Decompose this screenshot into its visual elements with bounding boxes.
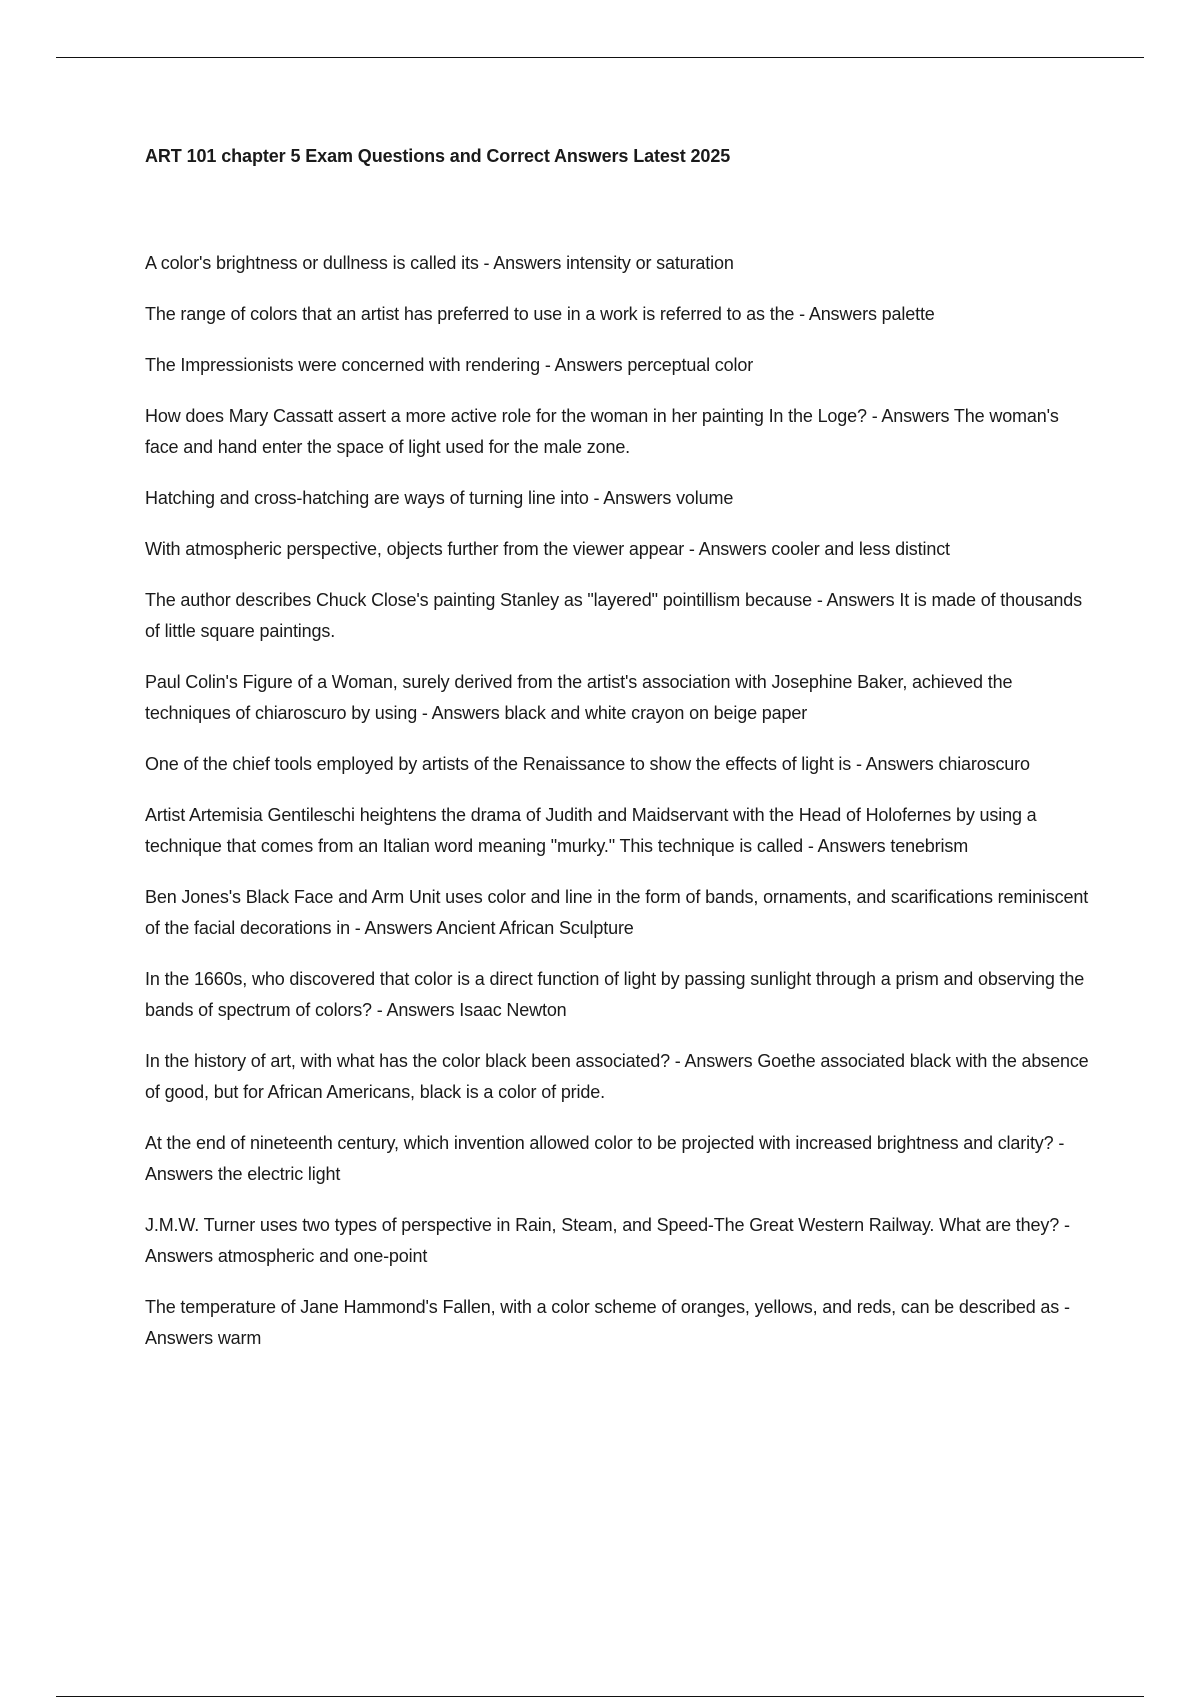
qa-item-6: With atmospheric perspective, objects further from the viewer appear - Answers cooler and less distinct (145, 539, 950, 559)
qa-item-1: A color's brightness or dullness is called its - Answers intensity or saturation (145, 253, 734, 273)
qa-item-11: Ben Jones's Black Face and Arm Unit uses color and line in the form of bands, ornaments, and scarifications reminiscent of the facial decorations in - Answers Ancient African Sculpture (145, 887, 1089, 938)
qa-item-14: At the end of nineteenth century, which invention allowed color to be projected with increased brightness and clarity? - Answers the electric light (145, 1133, 1065, 1184)
qa-item-3: The Impressionists were concerned with rendering - Answers perceptual color (145, 355, 754, 375)
bottom-divider (56, 1696, 1144, 1697)
qa-item-10: Artist Artemisia Gentileschi heightens the drama of Judith and Maidservant with the Head of Holofernes by using a technique that comes from an Italian word meaning "murky." This technique is called - Answers tenebrism (145, 805, 1037, 856)
qa-item-12: In the 1660s, who discovered that color is a direct function of light by passing sunlight through a prism and observing the bands of spectrum of colors? - Answers Isaac Newton (145, 969, 1085, 1020)
document-title: ART 101 chapter 5 Exam Questions and Correct Answers Latest 2025 (145, 146, 731, 166)
qa-item-8: Paul Colin's Figure of a Woman, surely derived from the artist's association with Josephine Baker, achieved the techniques of chiaroscuro by using - Answers black and white crayon on beige paper (145, 672, 1013, 723)
qa-item-5: Hatching and cross-hatching are ways of turning line into - Answers volume (145, 488, 734, 508)
qa-item-15: J.M.W. Turner uses two types of perspective in Rain, Steam, and Speed-The Great Western Railway. What are they? - Answers atmospheric and one-point (145, 1215, 1070, 1266)
qa-list (145, 248, 1090, 1374)
qa-item-9: One of the chief tools employed by artists of the Renaissance to show the effects of light is - Answers chiaroscuro (145, 754, 1030, 774)
qa-item-4: How does Mary Cassatt assert a more active role for the woman in her painting In the Loge? - Answers The woman's face and hand enter the space of light used for the male zone. (145, 406, 1059, 457)
qa-item-13: In the history of art, with what has the color black been associated? - Answers Goethe associated black with the absence of good, but for African Americans, black is a color of pride. (145, 1051, 1089, 1102)
qa-item-16: The temperature of Jane Hammond's Fallen, with a color scheme of oranges, yellows, and reds, can be described as - Answers warm (145, 1297, 1070, 1348)
top-divider (56, 57, 1144, 58)
qa-item-7: The author describes Chuck Close's painting Stanley as "layered" pointillism because - Answers It is made of thousands of little square paintings. (145, 590, 1083, 641)
qa-item-2: The range of colors that an artist has preferred to use in a work is referred to as the - Answers palette (145, 304, 935, 324)
